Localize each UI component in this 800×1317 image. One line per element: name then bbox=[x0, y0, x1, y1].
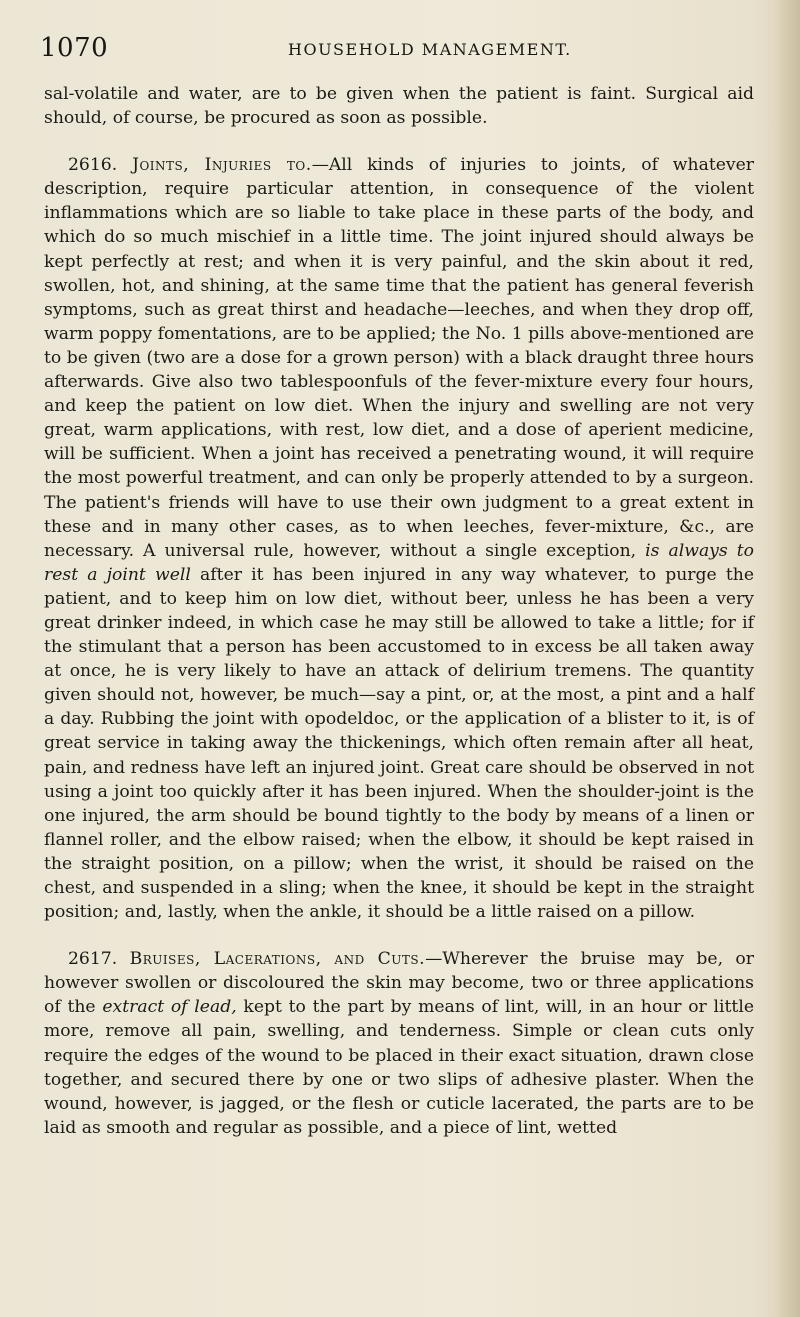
paragraph-2616 bbox=[44, 153, 754, 924]
paragraph-title: Bruises, Lacerations, and Cuts. bbox=[129, 949, 426, 970]
paragraph-text-continued: after it has been injured in any way whatever, to purge the patient, and to keep him on low diet, without beer, unless he has been a very great drinker indeed, in which case he may still be allowed to take a little; for if the stimulant that a person has been accustomed to in excess be all taken away at once, he is very likely to have an attack of delirium tremens. The quantity given should not, however, be much—say a pint, or, at the most, a pint and a half a day. Rubbing the joint with opodeldoc, or the application of a blister to it, is of great service in taking away the thickenings, which often remain after all heat, pain, and redness have left an injured joint. Great care should be observed in not using a joint too quickly after it has been injured. When the shoulder-joint is the one injured, the arm should be bound tightly to the body by means of a linen or flannel roller, and the elbow raised; when the elbow, it should be kept raised in the straight position, on a pillow; when the wrist, it should be raised on the chest, and suspended in a sling; when the knee, it should be kept in the straight position; and, lastly, when the ankle, it should be a little raised on a pillow. bbox=[44, 564, 754, 923]
italic-phrase: is always to rest a joint well bbox=[44, 540, 754, 585]
paragraph-text: sal-volatile and water, are to be given when the patient is faint. Surgical aid should, of course, be procured as soon as possible. bbox=[44, 84, 754, 129]
paragraph-text: —Wherever the bruise may be, or however swollen or discoloured the skin may become, two or three applications of the bbox=[44, 949, 754, 1018]
paragraph-number: 2616. bbox=[68, 155, 118, 176]
paragraph-2617 bbox=[44, 947, 754, 1140]
paragraph-number: 2617. bbox=[68, 949, 118, 970]
paragraph-continued bbox=[44, 82, 754, 130]
page-header bbox=[40, 33, 750, 67]
running-head: HOUSEHOLD MANAGEMENT. bbox=[288, 40, 572, 59]
page-edge-shadow bbox=[774, 0, 800, 1317]
paragraph-text-continued: kept to the part by means of lint, will, in an hour or little more, remove all pain, swelling, and tenderness. Simple or clean cuts only require the edges of the wound to be placed in their exact situation, drawn close together, and secured there by one or two slips of adhesive plaster. When the wound, however, is jagged, or the flesh or cuticle lacerated, the parts are to be laid as smooth and regular as possible, and a piece of lint, wetted bbox=[44, 997, 754, 1138]
italic-phrase: extract of lead, bbox=[102, 997, 237, 1018]
page-number: 1070 bbox=[40, 33, 109, 63]
page-body bbox=[44, 82, 754, 1140]
paragraph-title: Joints, Injuries to. bbox=[132, 155, 312, 176]
paragraph-text: —All kinds of injuries to joints, of whatever description, require particular attention, in consequence of the violent inflammations which are so liable to take place in these parts of the body, and which do so much mischief in a little time. The joint injured should always be kept perfectly at rest; and when it is very painful, and the skin about it red, swollen, hot, and shining, at the same time that the patient has general feverish symptoms, such as great thirst and headache—leeches, and when they drop off, warm poppy fomentations, are to be applied; the No. 1 pills above-mentioned are to be given (two are a dose for a grown person) with a black draught three hours afterwards. Give also two tablespoonfuls of the fever-mixture every four hours, and keep the patient on low diet. When the injury and swelling are not very great, warm applications, with rest, low diet, and a dose of aperient medicine, will be sufficient. When a joint has received a penetrating wound, it will require the most powerful treatment, and can only be properly attended to by a surgeon. The patient's friends will have to use their own judgment to a great extent in these and in many other cases, as to when leeches, fever-mixture, &c., are necessary. A universal rule, however, without a single exception, bbox=[44, 155, 755, 561]
